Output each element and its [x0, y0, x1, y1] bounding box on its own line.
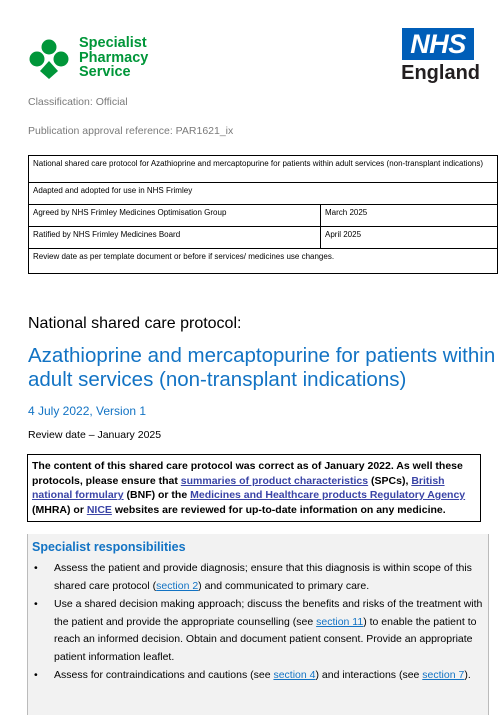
responsibilities-list [28, 560, 486, 686]
mhra-link[interactable]: Medicines and Healthcare products Regulatory Agency [190, 489, 466, 501]
notice-text: websites are reviewed for up-to-date information on any medicine. [111, 503, 446, 516]
section-4-link[interactable]: section 4 [273, 669, 316, 681]
nhs-logo-box: NHS [402, 28, 474, 60]
date-version: 4 July 2022, Version 1 [28, 404, 147, 418]
section-heading: Specialist responsibilities [32, 540, 186, 554]
bullet-icon: • [34, 669, 38, 681]
table-row [29, 156, 498, 183]
agreed-by-cell: Agreed by NHS Frimley Medicines Optimisation Group [29, 205, 321, 227]
ratified-date-cell: April 2025 [321, 227, 498, 249]
bullet-icon: • [34, 598, 38, 610]
list-item [28, 596, 486, 666]
ratified-by-cell: Ratified by NHS Frimley Medicines Board [29, 227, 321, 249]
notice-text: (MHRA) or [32, 503, 87, 516]
nice-link[interactable]: NICE [86, 503, 112, 516]
section-7-link[interactable]: section 7 [422, 669, 465, 681]
notice-text: The content of this shared care protocol was correct as of January 2022. As well these protocols, please ensure that [32, 460, 463, 487]
item-text: ) and interactions (see [315, 669, 423, 681]
review-date: Review date – January 2025 [28, 429, 162, 441]
item-text: ) to enable the patient to reach an informed decision. Obtain and document patient consent. Provide an appropriate patient information leaflet. [54, 615, 477, 663]
nhs-england-logo [396, 28, 480, 84]
table-row [29, 183, 498, 205]
section-11-link[interactable]: section 11 [316, 615, 364, 628]
content-notice-box [27, 454, 481, 522]
table-row [29, 205, 498, 227]
publication-reference: Publication approval reference: PAR1621_ix [28, 125, 234, 137]
document-control-table [28, 155, 498, 274]
agreed-date-cell: March 2025 [321, 205, 498, 227]
sps-clover-icon [27, 39, 71, 79]
specialist-responsibilities-panel [27, 534, 489, 715]
sps-wordmark [79, 36, 148, 80]
page-title: Azathioprine and mercaptopurine for patients within adult services (non-transplant indications) [28, 344, 496, 391]
classification-label: Classification: Official [28, 96, 128, 108]
spc-link[interactable]: summaries of product characteristics [180, 474, 369, 487]
list-item [28, 560, 486, 595]
protocol-title-cell: National shared care protocol for Azathioprine and mercaptopurine for patients within adult services (non-transplant indications) [29, 156, 498, 183]
protocol-kicker: National shared care protocol: [28, 315, 242, 332]
bullet-icon: • [34, 562, 38, 574]
item-text: ) and communicated to primary care. [198, 579, 370, 592]
sps-line-1: Specialist [79, 35, 147, 51]
item-text: ). [464, 669, 471, 681]
list-item [28, 667, 486, 685]
nhs-region-label: England [401, 62, 480, 84]
item-text: Assess the patient and provide diagnosis; ensure that this diagnosis is within scope of this shared care protocol ( [54, 562, 472, 592]
table-row [29, 227, 498, 249]
review-date-cell: Review date as per template document or before if services/ medicines use changes. [29, 249, 498, 274]
adoption-cell: Adapted and adopted for use in NHS Frimley [29, 183, 498, 205]
bnf-link[interactable]: British national formulary [32, 474, 445, 501]
notice-text: (SPCs), [368, 474, 412, 487]
sps-logo [27, 36, 157, 80]
section-2-link[interactable]: section 2 [156, 579, 199, 592]
sps-line-3: Service [79, 64, 131, 80]
item-text: Assess for contraindications and cautions (see [54, 669, 274, 681]
sps-line-2: Pharmacy [79, 49, 149, 66]
table-row [29, 249, 498, 274]
notice-text: (BNF) or the [123, 489, 191, 501]
item-text: Use a shared decision making approach; discuss the benefits and risks of the treatment with the patient and provide the appropriate counselling (see [54, 598, 483, 628]
